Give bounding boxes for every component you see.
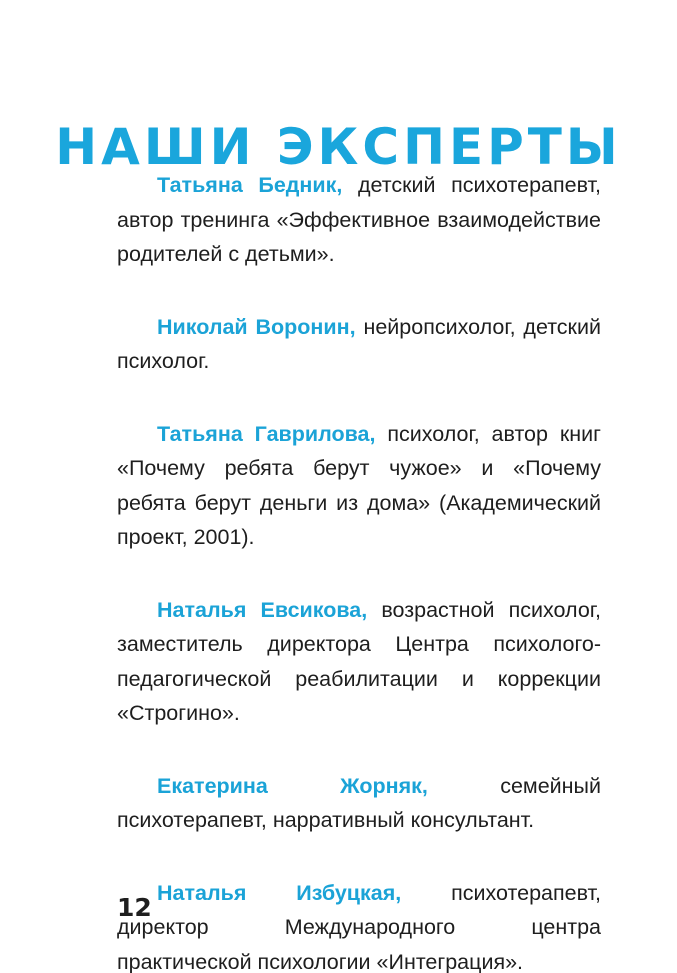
expert-description: возрастной психолог, заместитель директора Центра психолого-педагогической реабилитации и коррекции «Строгино». <box>117 597 601 725</box>
expert-description: семейный психотерапевт, нарративный консультант. <box>117 773 601 832</box>
expert-description: психолог, автор книг «Почему ребята берут чужое» и «Почему ребята берут деньги из дома» (Академический проект, 2001). <box>117 421 601 549</box>
expert-name: Екатерина Жорняк, <box>157 773 428 798</box>
expert-entry <box>117 876 601 973</box>
page-number: 12 <box>117 893 152 922</box>
expert-description: психотерапевт, директор Международного центра практической психологии «Интеграция». <box>117 880 601 973</box>
expert-name: Наталья Евсикова, <box>157 597 368 622</box>
page-title: НАШИ ЭКСПЕРТЫ <box>55 117 622 176</box>
expert-name: Николай Воронин, <box>157 314 356 339</box>
expert-name: Татьяна Гаврилова, <box>157 421 376 446</box>
expert-entry <box>117 310 601 379</box>
expert-description: нейропсихолог, детский психолог. <box>117 314 601 373</box>
expert-name: Татьяна Бедник, <box>157 173 343 197</box>
expert-name: Наталья Избуцкая, <box>157 880 402 905</box>
expert-entry <box>117 593 601 731</box>
expert-description: детский психотерапевт, автор тренинга «Эффективное взаимодействие родителей с детьми». <box>117 173 601 266</box>
expert-entry <box>117 769 601 838</box>
experts-list <box>117 168 601 973</box>
expert-entry <box>117 417 601 555</box>
expert-entry <box>117 168 601 272</box>
